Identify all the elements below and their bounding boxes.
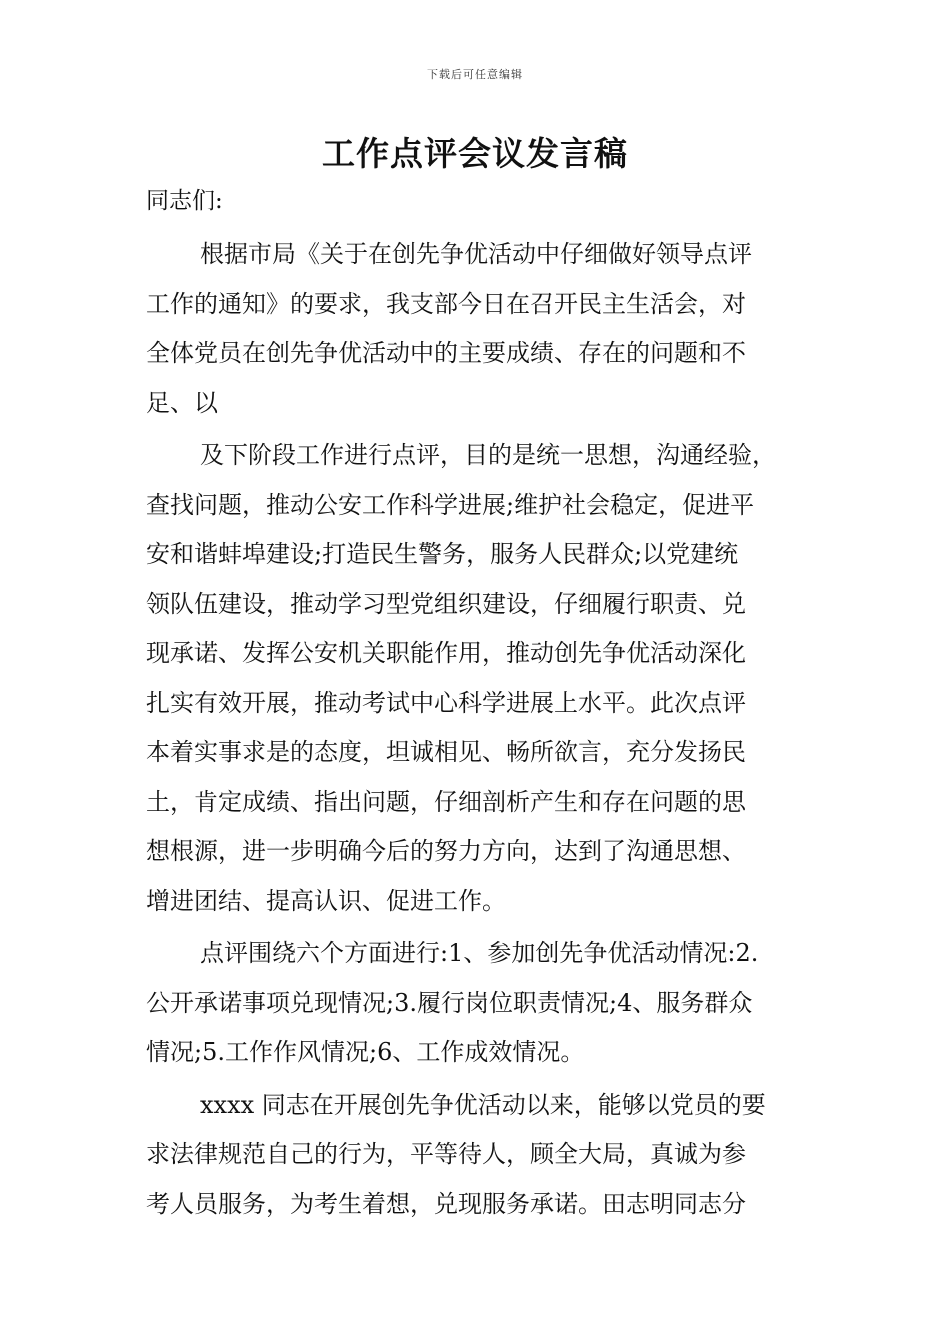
salutation: 同志们: [146, 188, 223, 214]
document-body [146, 177, 826, 1229]
paragraph-3: 点评围绕六个方面进行:1、参加创先争优活动情况:2. 公开承诺事项兑现情况;3.履行岗位职责情况;4、服务群众 情况;5.工作作风情况;6、工作成效情况。 [146, 939, 759, 1066]
document-title: 工作点评会议发言稿 [322, 134, 628, 173]
download-note: 下载后可任意编辑 [427, 68, 523, 81]
paragraph-1: 根据市局《关于在创先争优活动中仔细做好领导点评 工作的通知》的要求，我支部今日在召开民主生活会，对 全体党员在创先争优活动中的主要成绩、存在的问题和不 足、以 [146, 240, 752, 417]
paragraph-4: xxxx 同志在开展创先争优活动以来，能够以党员的要 求法律规范自己的行为，平等待人，顾全大局，真诚为参 考人员服务，为考生着想，兑现服务承诺。田志明同志分 [146, 1090, 766, 1218]
paragraph-2: 及下阶段工作进行点评，目的是统一思想，沟通经验， 查找问题，推动公安工作科学进展;维护社会稳定，促进平 安和谐蚌埠建设;打造民生警务，服务人民群众;以党建统 领队伍建设，推动学习型党组织建设，仔细履行职责、兑 现承诺、发挥公安机关职能作用，推动创先争优活动深化 扎实有效开展，推动考试中心科学进展上水平。此次点评 本着实事求是的态度，坦诚相见、畅所欲言，充分发扬民 土，肯定成绩、指出问题，仔细剖析产生和存在问题的思 想根源，进一步明确今后的努力方向，达到了沟通思想、 增进团结、提高认识、促进工作。 [146, 441, 776, 915]
